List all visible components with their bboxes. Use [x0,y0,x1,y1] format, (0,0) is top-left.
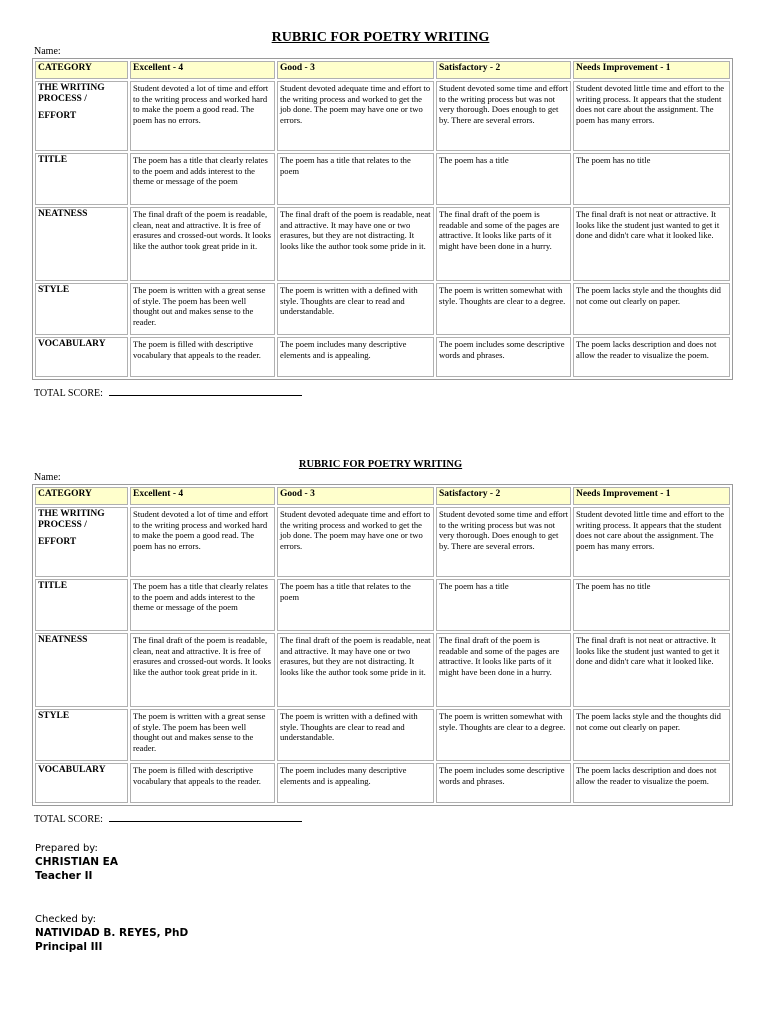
checked-by-block [35,913,188,954]
rubric-table [32,484,733,806]
category-label: TITLE [38,155,68,165]
category-cell [35,337,128,377]
checked-by-position: Principal III [35,941,103,953]
rubric-title: RUBRIC FOR POETRY WRITING [271,30,490,45]
header-row [35,61,730,79]
rubric-top [32,30,729,398]
rubric-bottom [32,458,729,824]
criteria-cell: The poem has a title [436,153,571,205]
rubric-row [35,153,730,205]
category-cell [35,763,128,803]
category-label: VOCABULARY [38,765,106,775]
criteria-cell: The poem is written somewhat with style. Thoughts are clear to a degree. [436,283,571,335]
rubric-row [35,283,730,335]
criteria-cell: The poem lacks description and does not allow the reader to visualize the poem. [573,337,730,377]
criteria-cell: The final draft is not neat or attractive. It looks like the student just wanted to get it done and didn't care what it looked like. [573,633,730,707]
category-cell [35,153,128,205]
rubric-row [35,579,730,631]
rubric-row [35,507,730,577]
criteria-cell: The poem includes many descriptive elements and is appealing. [277,337,434,377]
criteria-cell: The poem has no title [573,153,730,205]
rubric-row [35,207,730,281]
name-label: Name: [34,472,61,483]
criteria-cell: The poem has a title that clearly relates to the poem and adds interest to the theme or message of the poem [130,579,275,631]
criteria-cell: Student devoted some time and effort to the writing process but was not very thorough. Does enough to get by. There are several errors. [436,507,571,577]
total-score-line [109,386,302,396]
criteria-cell: Student devoted a lot of time and effort to the writing process and worked hard to make the poem a good read. The poem has no errors. [130,507,275,577]
criteria-cell: The poem has a title that relates to the poem [277,153,434,205]
criteria-cell: The poem has a title that clearly relates to the poem and adds interest to the theme or message of the poem [130,153,275,205]
criteria-cell: The final draft of the poem is readable, neat and attractive. It may have one or two erasures, but they are not distracting. It looks like the author took some pride in it. [277,633,434,707]
name-label: Name: [34,46,61,57]
header-cell: CATEGORY [35,487,128,505]
criteria-cell: Student devoted little time and effort to the writing process. It appears that the student does not care about the assignment. The poem has many errors. [573,507,730,577]
criteria-cell: Student devoted little time and effort to the writing process. It appears that the student does not care about the assignment. The poem has many errors. [573,81,730,151]
criteria-cell: The poem has a title [436,579,571,631]
rubric-title: RUBRIC FOR POETRY WRITING [298,459,463,470]
rubric-row [35,337,730,377]
criteria-cell: The poem is written with a defined with style. Thoughts are clear to read and understandable. [277,709,434,761]
category-label: STYLE [38,285,70,295]
header-cell: Excellent - 4 [130,487,275,505]
prepared-by-label: Prepared by: [35,843,98,854]
header-row [35,487,730,505]
criteria-cell: Student devoted adequate time and effort to the writing process and worked to get the job done. The poem may have one or two errors. [277,507,434,577]
category-label-2: EFFORT [38,111,77,121]
header-cell: Satisfactory - 2 [436,487,571,505]
criteria-cell: Student devoted a lot of time and effort to the writing process and worked hard to make the poem a good read. The poem has no errors. [130,81,275,151]
category-label: THE WRITING PROCESS / [38,509,105,530]
criteria-cell: The poem is filled with descriptive vocabulary that appeals to the reader. [130,337,275,377]
criteria-cell: The final draft of the poem is readable, clean, neat and attractive. It is free of erasures and crossed-out words. It looks like the author took great pride in it. [130,207,275,281]
checked-by-name: NATIVIDAD B. REYES, PhD [35,927,189,939]
criteria-cell: The poem has no title [573,579,730,631]
category-cell [35,207,128,281]
category-cell [35,579,128,631]
rubric-row [35,81,730,151]
header-cell: Good - 3 [277,61,434,79]
prepared-by-name: CHRISTIAN EA [35,856,118,868]
rubric-row [35,709,730,761]
header-cell: Needs Improvement - 1 [573,61,730,79]
criteria-cell: The final draft of the poem is readable, neat and attractive. It may have one or two erasures, but they are not distracting. It looks like the author took some pride in it. [277,207,434,281]
criteria-cell: The poem includes some descriptive words and phrases. [436,763,571,803]
criteria-cell: The final draft is not neat or attractive. It looks like the student just wanted to get it done and didn't care what it looked like. [573,207,730,281]
rubric-row [35,763,730,803]
criteria-cell: The final draft of the poem is readable, clean, neat and attractive. It is free of erasures and crossed-out words. It looks like the author took great pride in it. [130,633,275,707]
criteria-cell: The final draft of the poem is readable and some of the pages are attractive. It looks like parts of it might have been done in a hurry. [436,633,571,707]
category-label: NEATNESS [38,209,88,219]
criteria-cell: The poem is written with a great sense of style. The poem has been well thought out and makes sense to the reader. [130,709,275,761]
prepared-by-position: Teacher II [35,870,93,882]
category-label: THE WRITING PROCESS / [38,83,105,104]
header-cell: Satisfactory - 2 [436,61,571,79]
total-score-label: TOTAL SCORE: [34,814,103,825]
criteria-cell: The poem is filled with descriptive vocabulary that appeals to the reader. [130,763,275,803]
category-cell [35,81,128,151]
criteria-cell: The poem is written with a great sense of style. The poem has been well thought out and makes sense to the reader. [130,283,275,335]
category-cell [35,507,128,577]
prepared-by-block [35,842,118,883]
criteria-cell: The poem lacks style and the thoughts did not come out clearly on paper. [573,709,730,761]
criteria-cell: The poem includes many descriptive elements and is appealing. [277,763,434,803]
category-label-2: EFFORT [38,537,77,547]
total-score [32,812,729,824]
header-cell: Excellent - 4 [130,61,275,79]
criteria-cell: The final draft of the poem is readable and some of the pages are attractive. It looks like parts of it might have been done in a hurry. [436,207,571,281]
checked-by-label: Checked by: [35,914,96,925]
category-cell [35,283,128,335]
criteria-cell: The poem is written somewhat with style. Thoughts are clear to a degree. [436,709,571,761]
header-cell: Needs Improvement - 1 [573,487,730,505]
total-score [32,386,729,398]
category-label: VOCABULARY [38,339,106,349]
total-score-line [109,812,302,822]
header-cell: Good - 3 [277,487,434,505]
criteria-cell: The poem has a title that relates to the poem [277,579,434,631]
category-label: NEATNESS [38,635,88,645]
criteria-cell: The poem lacks description and does not allow the reader to visualize the poem. [573,763,730,803]
category-cell [35,709,128,761]
category-label: STYLE [38,711,70,721]
criteria-cell: The poem lacks style and the thoughts did not come out clearly on paper. [573,283,730,335]
category-label: TITLE [38,581,68,591]
total-score-label: TOTAL SCORE: [34,388,103,399]
criteria-cell: Student devoted some time and effort to the writing process but was not very thorough. Does enough to get by. There are several errors. [436,81,571,151]
header-cell: CATEGORY [35,61,128,79]
criteria-cell: The poem is written with a defined with style. Thoughts are clear to read and understandable. [277,283,434,335]
rubric-row [35,633,730,707]
criteria-cell: The poem includes some descriptive words and phrases. [436,337,571,377]
rubric-table [32,58,733,380]
category-cell [35,633,128,707]
criteria-cell: Student devoted adequate time and effort to the writing process and worked to get the job done. The poem may have one or two errors. [277,81,434,151]
